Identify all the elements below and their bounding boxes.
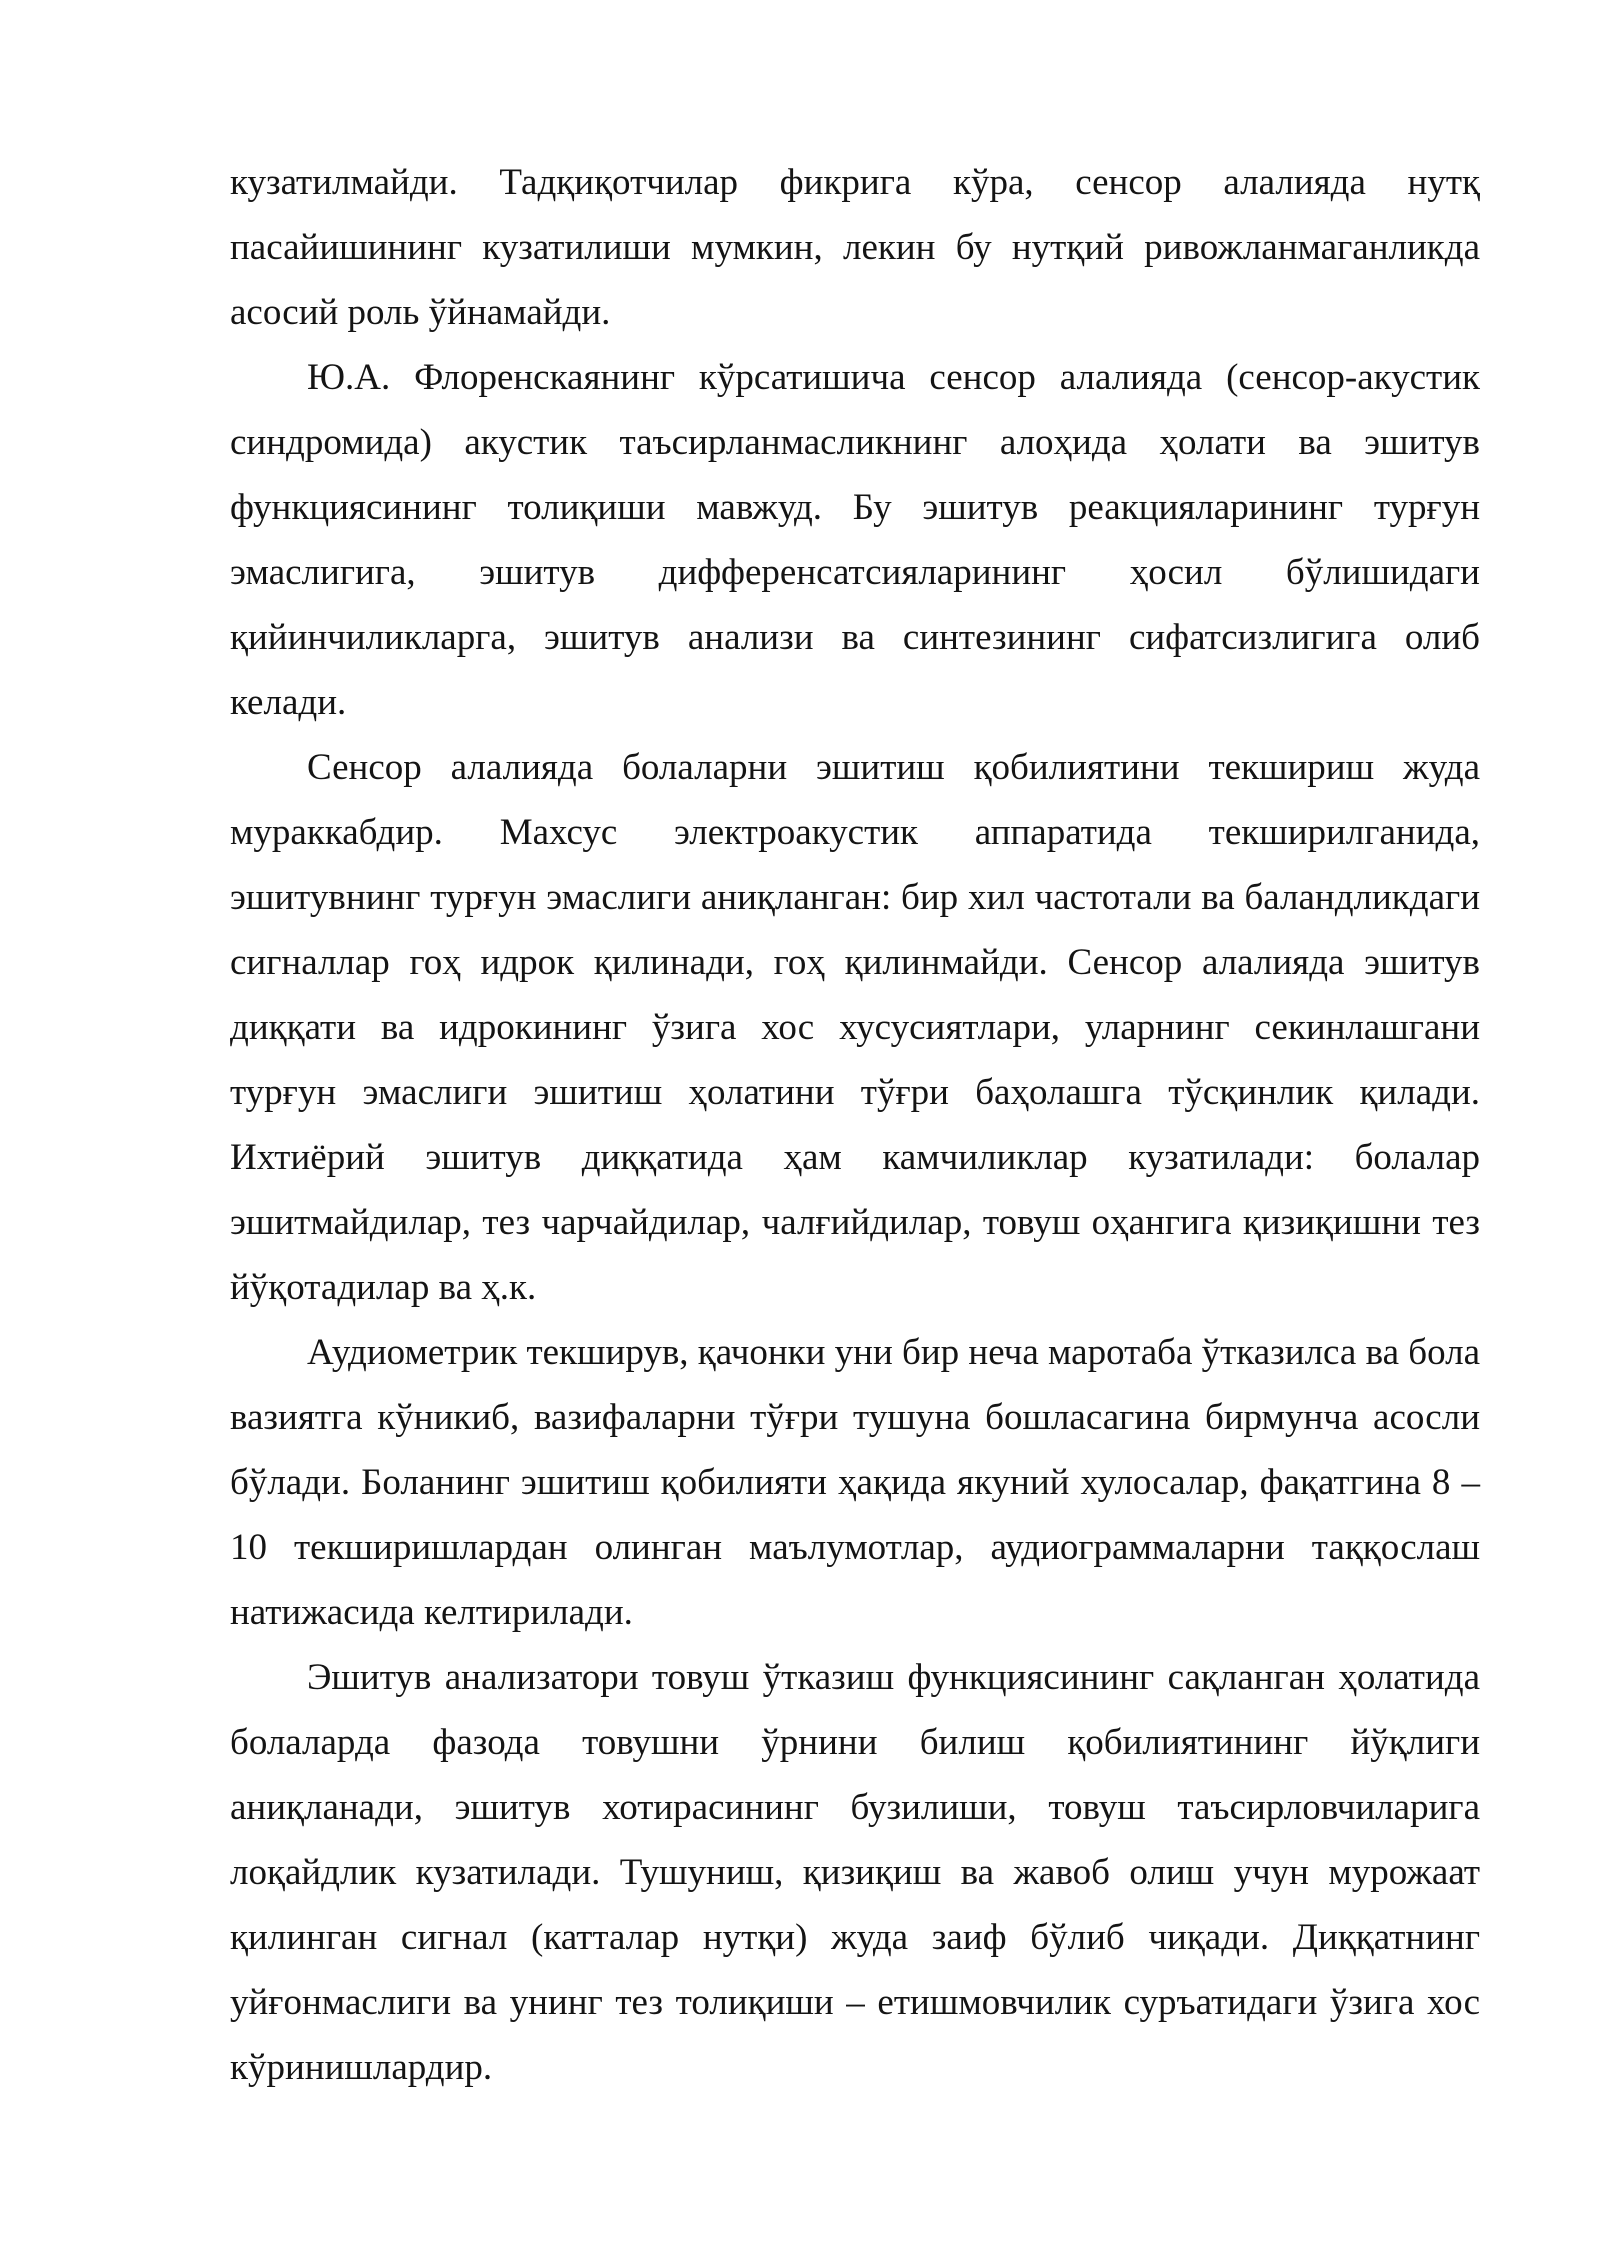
paragraph-continuation: кузатилмайди. Тадқиқотчилар фикрига кўра, сенсор алалияда нутқ пасайишининг кузатилиши мумкин, лекин бу нутқий ривожланмаганликда асосий роль ўйнамайди. <box>230 162 1480 333</box>
document-page <box>230 150 1480 2100</box>
paragraph-hearing-analyzer: Эшитув анализатори товуш ўтказиш функциясининг сақланган ҳолатида болаларда фазода товушни ўрнини билиш қобилиятининг йўқлиги аниқланади, эшитув хотирасининг бузилиши, товуш таъсирловчиларига лоқайдлик кузатилади. Тушуниш, қизиқиш ва жавоб олиш учун мурожаат қилинган сигнал (катталар нутқи) жуда заиф бўлиб чиқади. Диққатнинг уйғонмаслиги ва унинг тез толиқиши – етишмовчилик суръатидаги ўзига хос кўринишлардир. <box>230 1657 1480 2088</box>
paragraph-florenskaya: Ю.А. Флоренскаянинг кўрсатишича сенсор алалияда (сенсор-акустик синдромида) акустик таъсирланмасликнинг алоҳида ҳолати ва эшитув функциясининг толиқиши мавжуд. Бу эшитув реакцияларининг турғун эмаслигига, эшитув дифференсатсияларининг ҳосил бўлишидаги қийинчиликларга, эшитув анализи ва синтезининг сифатсизлигига олиб келади. <box>230 357 1480 723</box>
paragraph-audiometric-examination: Аудиометрик текширув, қачонки уни бир неча маротаба ўтказилса ва бола вазиятга кўникиб, вазифаларни тўғри тушуна бошласагина бирмунча асосли бўлади. Боланинг эшитиш қобилияти ҳақида якуний хулосалар, фақатгина 8 – 10 текширишлардан олинган маълумотлар, аудиограммаларни таққослаш натижасида келтирилади. <box>230 1332 1480 1633</box>
paragraph-hearing-examination: Сенсор алалияда болаларни эшитиш қобилиятини текшириш жуда мураккабдир. Махсус электроакустик аппаратида текширилганида, эшитувнинг турғун эмаслиги аниқланган: бир хил частотали ва баландликдаги сигналлар гоҳ идрок қилинади, гоҳ қилинмайди. Сенсор алалияда эшитув диққати ва идрокининг ўзига хос хусусиятлари, уларнинг секинлашгани турғун эмаслиги эшитиш ҳолатини тўғри баҳолашга тўсқинлик қилади. Ихтиёрий эшитув диққатида ҳам камчиликлар кузатилади: болалар эшитмайдилар, тез чарчайдилар, чалғийдилар, товуш оҳангига қизиқишни тез йўқотадилар ва ҳ.к. <box>230 747 1480 1308</box>
